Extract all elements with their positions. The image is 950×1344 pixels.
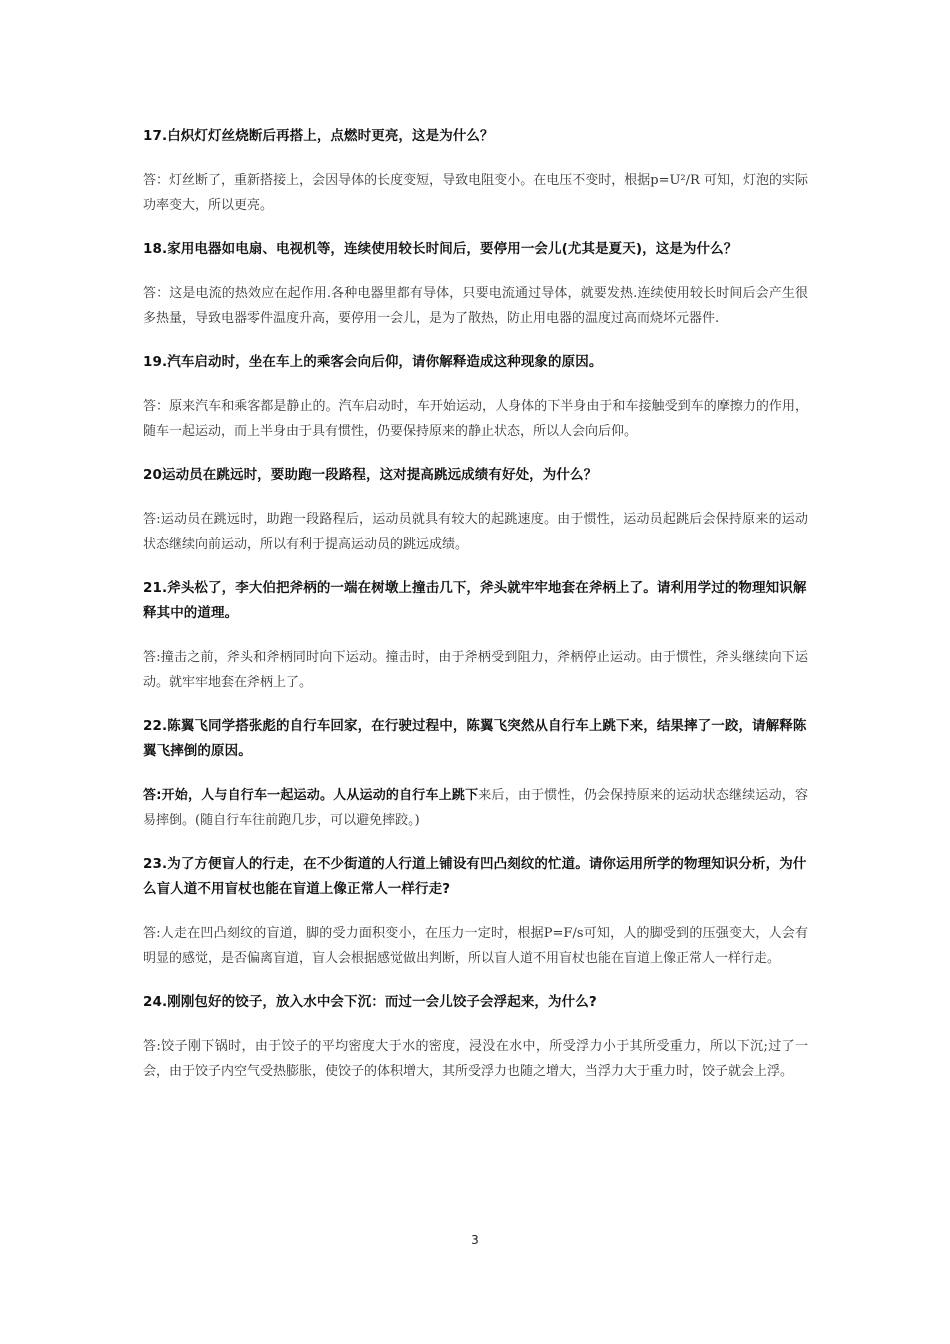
question-23: 23.为了方便盲人的行走，在不少街道的人行道上铺设有凹凸刻纹的忙道。请你运用所学的物理知识分析，为什么盲人道不用盲杖也能在盲道上像正常人一样行走? xyxy=(143,856,807,897)
answer-21: 答:撞击之前，斧头和斧柄同时向下运动。撞击时，由于斧柄受到阻力，斧柄停止运动。由于惯性，斧头继续向下运动。就牢牢地套在斧柄上了。 xyxy=(143,650,808,690)
answer-18: 答：这是电流的热效应在起作用.各种电器里都有导体，只要电流通过导体，就要发热.连续使用较长时间后会产生很多热量，导致电器零件温度升高，要停用一会儿，是为了散热，防止用电器的温度过高而烧坏元器件. xyxy=(143,286,808,326)
qa-block-22 xyxy=(143,714,808,833)
page-number: 3 xyxy=(471,1233,479,1247)
answer-22-rest: 来后，由于惯性，仍会保持原来的运动状态继续运动，容易摔倒。(随自行车往前跑几步，可以避免摔跤。) xyxy=(143,788,808,828)
answer-24: 答:饺子刚下锅时，由于饺子的平均密度大于水的密度，浸没在水中，所受浮力小于其所受重力，所以下沉;过了一会，由于饺子内空气受热膨胀，使饺子的体积增大，其所受浮力也随之增大，当浮力大于重力时，饺子就会上浮。 xyxy=(143,1039,808,1079)
qa-block-17 xyxy=(143,124,808,218)
question-20: 20运动员在跳远时，要助跑一段路程，这对提高跳远成绩有好处，为什么？ xyxy=(143,467,598,483)
qa-block-18 xyxy=(143,237,808,331)
question-19: 19.汽车启动时，坐在车上的乘客会向后仰，请你解释造成这种现象的原因。 xyxy=(143,354,603,370)
answer-22 xyxy=(143,783,808,833)
question-18: 18.家用电器如电扇、电视机等，连续使用较长时间后，要停用一会儿(尤其是夏天)，这是为什么？ xyxy=(143,241,738,257)
qa-block-23 xyxy=(143,852,808,971)
question-22: 22.陈翼飞同学搭张彪的自行车回家，在行驶过程中，陈翼飞突然从自行车上跳下来，结果摔了一跤，请解释陈翼飞摔倒的原因。 xyxy=(143,718,807,759)
answer-23: 答:人走在凹凸刻纹的盲道，脚的受力面积变小，在压力一定时，根据P=F/s可知，人的脚受到的压强变大，人会有明显的感觉，是否偏离盲道，盲人会根据感觉做出判断，所以盲人道不用盲杖也能在盲道上像正常人一样行走。 xyxy=(143,926,808,966)
qa-block-20 xyxy=(143,463,808,557)
qa-block-21 xyxy=(143,576,808,695)
question-21: 21.斧头松了，李大伯把斧柄的一端在树墩上撞击几下，斧头就牢牢地套在斧柄上了。请利用学过的物理知识解释其中的道理。 xyxy=(143,580,807,621)
question-17: 17.白炽灯灯丝烧断后再搭上，点燃时更亮，这是为什么？ xyxy=(143,128,494,144)
answer-17: 答：灯丝断了，重新搭接上，会因导体的长度变短，导致电阻变小。在电压不变时，根据p=U²/R 可知，灯泡的实际功率变大，所以更亮。 xyxy=(143,173,808,213)
qa-block-19 xyxy=(143,350,808,444)
qa-block-24 xyxy=(143,990,808,1084)
answer-20: 答:运动员在跳远时，助跑一段路程后，运动员就具有较大的起跳速度。由于惯性，运动员起跳后会保持原来的运动状态继续向前运动，所以有利于提高运动员的跳远成绩。 xyxy=(143,512,808,552)
question-24: 24.刚刚包好的饺子，放入水中会下沉：而过一会儿饺子会浮起来，为什么? xyxy=(143,994,597,1010)
page-content xyxy=(143,124,808,1103)
answer-19: 答：原来汽车和乘客都是静止的。汽车启动时，车开始运动，人身体的下半身由于和车接触受到车的摩擦力的作用，随车一起运动，而上半身由于具有惯性，仍要保持原来的静止状态，所以人会向后仰。 xyxy=(143,399,808,439)
answer-22-bold-lead: 答:开始，人与自行车一起运动。人从运动的自行车上跳下 xyxy=(143,788,479,803)
